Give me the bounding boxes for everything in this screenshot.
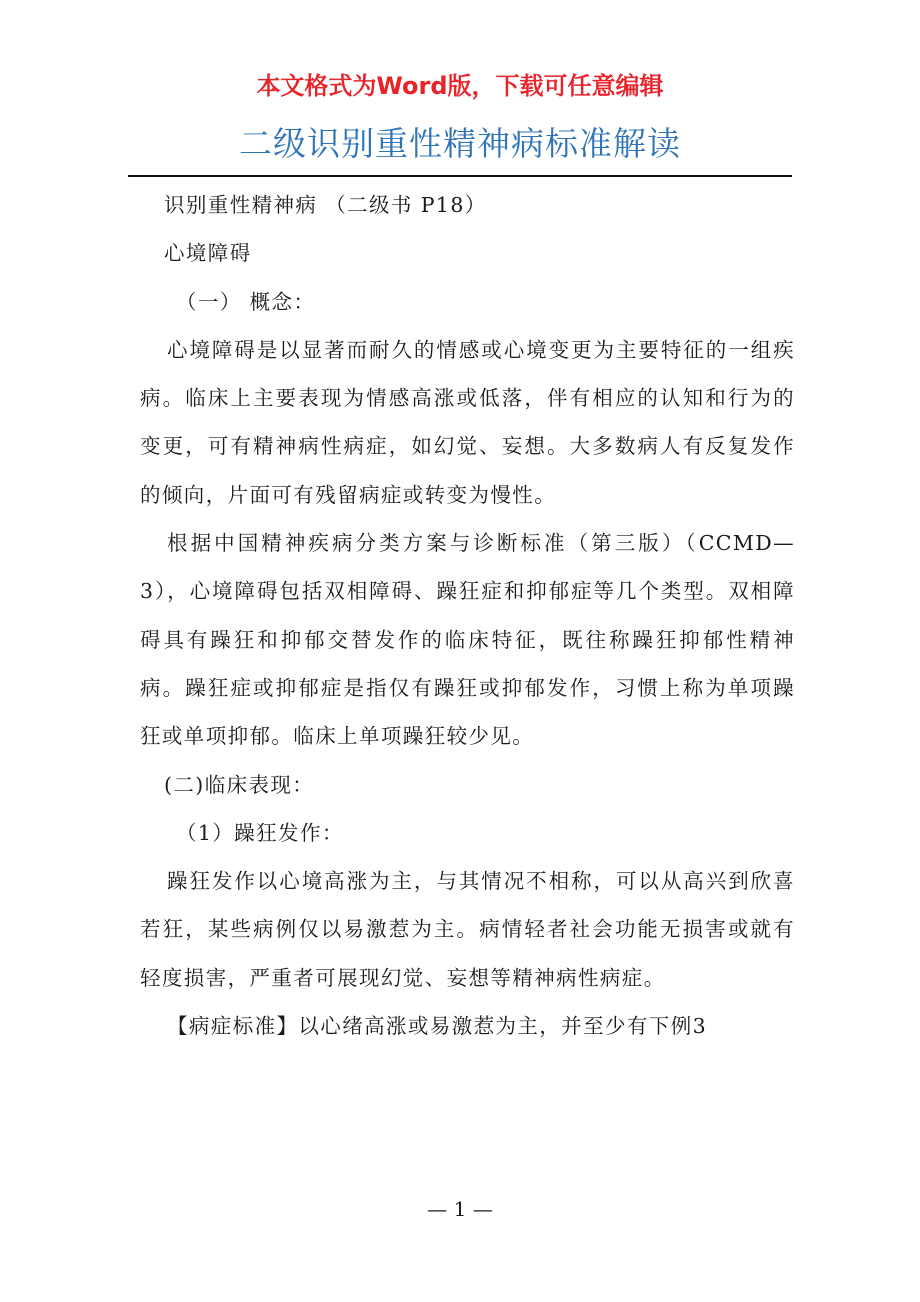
- title-divider: [128, 175, 792, 177]
- paragraph-classification: 根据中国精神疾病分类方案与诊断标准（第三版）（CCMD—3），心境障碍包括双相障碍、躁狂症和抑郁症等几个类型。双相障碍具有躁狂和抑郁交替发作的临床特征，既往称躁狂抑郁性精神病。躁狂症或抑郁症是指仅有躁狂或抑郁发作，习惯上称为单项躁狂或单项抑郁。临床上单项躁狂较少见。: [140, 531, 795, 749]
- page-number: — 1 —: [427, 1197, 493, 1221]
- document-title: 二级识别重性精神病标准解读: [239, 124, 681, 163]
- paragraph-source: 识别重性精神病 （二级书 P18）: [164, 193, 487, 217]
- subsection-heading-clinical: (二)临床表现：: [164, 772, 315, 797]
- paragraph-mania: 躁狂发作以心境高涨为主，与其情况不相称，可以从高兴到欣喜若狂，某些病例仅以易激惹为主。病情轻者社会功能无损害或就有轻度损害，严重者可展现幻觉、妄想等精神病性病症。: [140, 869, 795, 990]
- item-heading-mania: （1）躁狂发作：: [176, 820, 344, 845]
- paragraph-symptom-criteria: 【病症标准】以心绪高涨或易激惹为主，并至少有下例3: [167, 1014, 708, 1039]
- paragraph-concept: 心境障碍是以显著而耐久的情感或心境变更为主要特征的一组疾病。临床上主要表现为情感高涨或低落，伴有相应的认知和行为的变更，可有精神病性病症，如幻觉、妄想。大多数病人有反复发作的倾向，片面可有残留病症或转变为慢性。: [140, 337, 795, 507]
- document-body: [140, 181, 795, 1050]
- subsection-heading-concept: （一） 概念：: [176, 289, 316, 314]
- section-heading: 心境障碍: [164, 241, 252, 266]
- download-notice: 本文格式为Word版，下载可任意编辑: [256, 72, 664, 100]
